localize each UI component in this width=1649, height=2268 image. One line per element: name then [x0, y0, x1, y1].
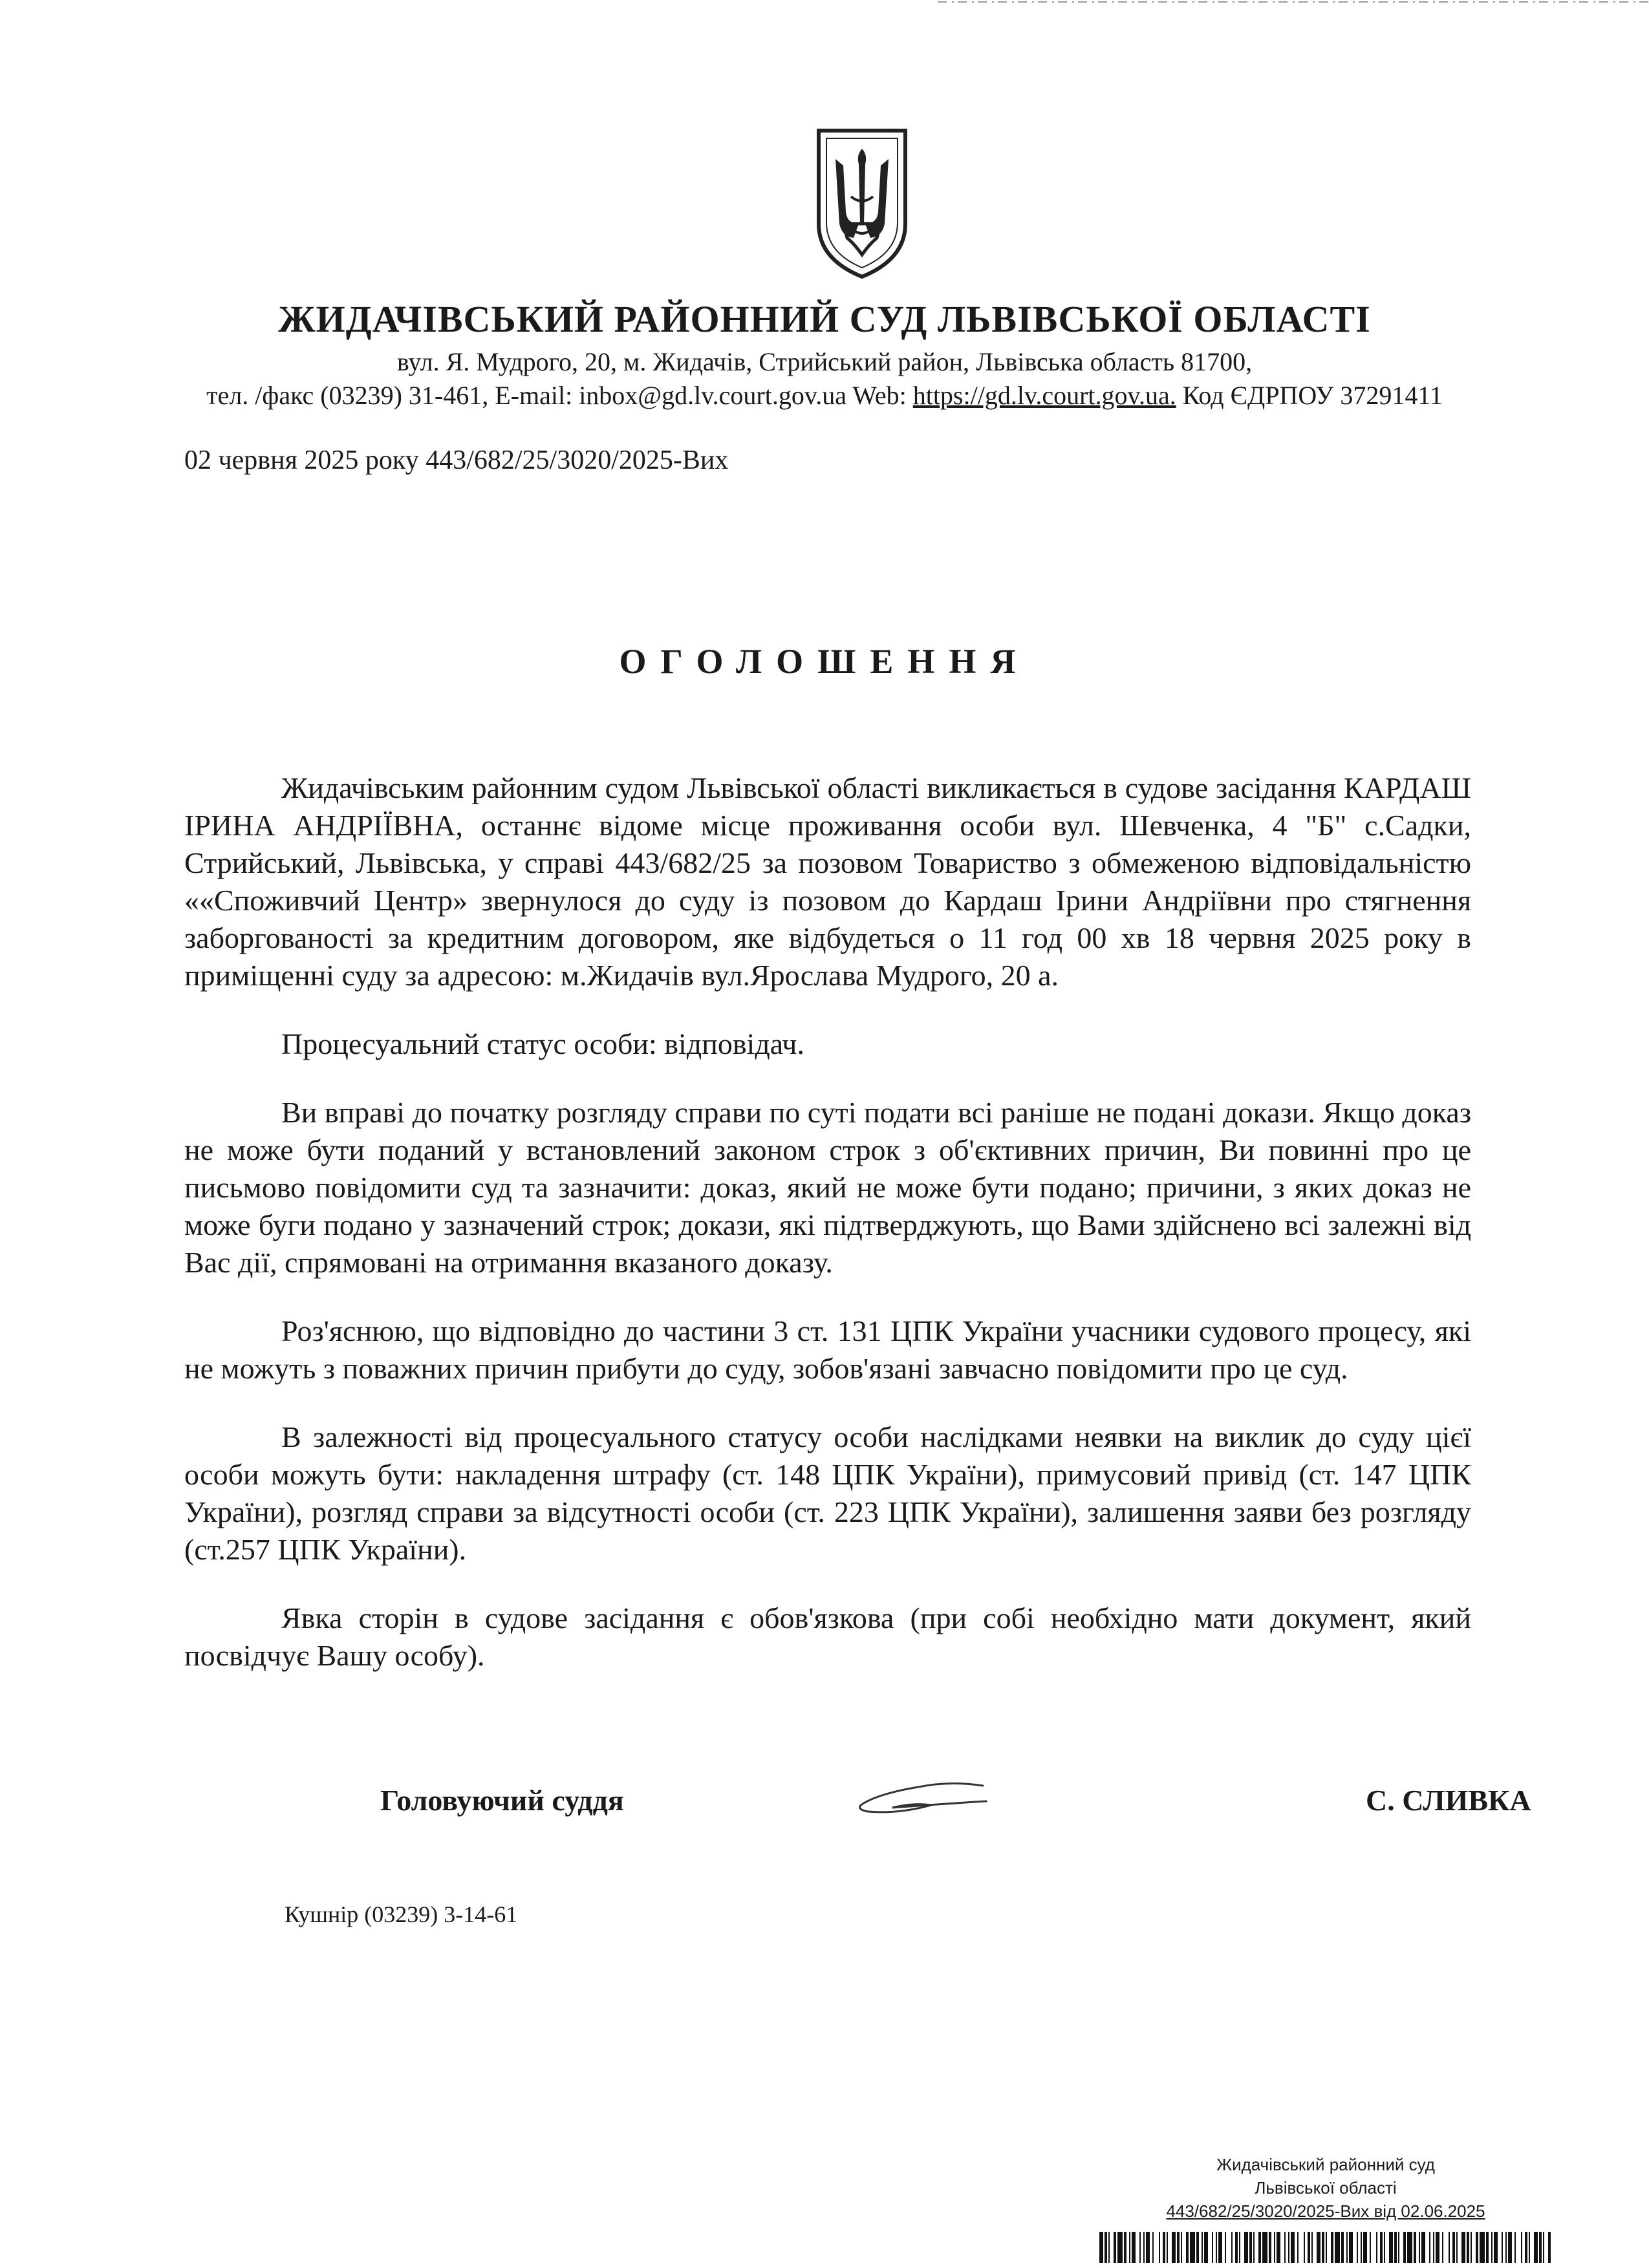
barcode-bar — [1143, 2232, 1145, 2263]
barcode-bar — [1403, 2232, 1406, 2263]
barcode-bar — [1258, 2232, 1261, 2263]
ukraine-trident-emblem-icon — [814, 127, 911, 281]
barcode-bar — [1335, 2232, 1340, 2263]
barcode-bar — [1341, 2232, 1344, 2263]
contacts-prefix: тел. /факс (03239) 31-461, E-mail: inbox@gd.lv.court.gov.ua Web: — [206, 381, 913, 410]
barcode-bar — [1244, 2232, 1248, 2263]
barcode-bar — [1471, 2232, 1472, 2263]
paragraph-summons: Жидачівським районним судом Львівської області викликається в судове засідання КАРДАШ ІРИНА АНДРІЇВНА, останнє відоме місце проживання особи вул. Шевченка, 4 "Б" с.Садки, Стрийський, Львівська, у справі 443/682/25 за позовом Товариство з обмеженою відповідальністю ««Споживчий Центр» звернулося до суду із позовом до Кардаш Ірини Андріївни про стягнення заборгованості за кредитним договором, яке відбудеться о 11 год 00 хв 18 червня 2025 року в приміщенні суду за адресою: м.Жидачів вул.Ярослава Мудрого, 20 а. — [184, 771, 1471, 992]
barcode-bar — [1357, 2232, 1358, 2263]
barcode-bar — [1525, 2232, 1527, 2263]
barcode-bar — [1529, 2232, 1530, 2263]
barcode-bar — [1502, 2232, 1503, 2263]
paragraph-explanation: Роз'яснюю, що відповідно до частини 3 ст. 131 ЦПК України учасники судового процесу, які не можуть з поважних причин прибути до суду, зобов'язані завчасно повідомити про це суд. — [184, 1314, 1471, 1385]
barcode-bar — [1269, 2232, 1271, 2263]
barcode-bar — [1442, 2232, 1443, 2263]
barcode-bar — [1370, 2232, 1371, 2263]
barcode-bar — [1505, 2232, 1507, 2263]
outgoing-reference: 02 червня 2025 року 443/682/25/3020/2025-Вих — [184, 445, 729, 475]
barcode-bar — [1394, 2232, 1397, 2263]
barcode-bar — [1407, 2232, 1412, 2263]
barcode-bar — [1291, 2232, 1295, 2263]
barcode-bar — [1108, 2232, 1110, 2263]
barcode-bar — [1449, 2232, 1450, 2263]
barcode-bar — [1421, 2232, 1425, 2263]
barcode-bar — [1262, 2232, 1267, 2263]
barcode-bar — [1181, 2232, 1182, 2263]
barcode-bar — [1159, 2232, 1160, 2263]
barcode-bar — [1317, 2232, 1320, 2263]
barcode-bar — [1124, 2232, 1126, 2263]
barcode-bar — [1146, 2232, 1150, 2263]
stamp-region: Львівської області — [1255, 2178, 1397, 2198]
barcode-bar — [1476, 2232, 1478, 2263]
barcode-bar — [1433, 2232, 1434, 2263]
barcode-bar — [1467, 2232, 1469, 2263]
barcode-bar — [1384, 2232, 1385, 2263]
contacts-suffix: Код ЄДРПОУ 37291411 — [1176, 381, 1443, 410]
barcode-bar — [1225, 2232, 1226, 2263]
barcode-bar — [1288, 2232, 1289, 2263]
barcode-bar — [1534, 2232, 1538, 2263]
barcode-bar — [1117, 2232, 1123, 2263]
barcode-bar — [1212, 2232, 1213, 2263]
barcode-bar — [1218, 2232, 1222, 2263]
barcode-bar — [1543, 2232, 1544, 2263]
barcode-bar — [1548, 2232, 1551, 2263]
barcode-bar — [1114, 2232, 1116, 2263]
barcode-bar — [1461, 2232, 1465, 2263]
barcode-bar — [1172, 2232, 1176, 2263]
barcode-bar — [1163, 2232, 1165, 2263]
barcode-icon — [1099, 2232, 1552, 2263]
barcode-bar — [1322, 2232, 1324, 2263]
barcode-bar — [1277, 2232, 1280, 2263]
barcode-bar — [1202, 2232, 1203, 2263]
barcode-bar — [1361, 2232, 1362, 2263]
scan-edge-artifact — [938, 0, 1649, 4]
paragraph-evidence: Ви вправі до початку розгляду справи по суті подати всі раніше не подані докази. Якщо доказ не може бути поданий у встановлений законом строк з об'єктивних причин, Ви повинні про це письмово повідомити суд та зазначити: доказ, який не може бути подано; причини, з яких доказ не може буги подано у зазначений строк; докази, які підтверджують, що Вами здійснено всі залежні від Вас дії, спрямовані на отримання вказаного доказу. — [184, 1096, 1471, 1279]
barcode-bar — [1419, 2232, 1420, 2263]
barcode-bar — [1521, 2232, 1522, 2263]
barcode-bar — [1167, 2232, 1168, 2263]
barcode-bar — [1376, 2232, 1377, 2263]
barcode-bar — [1190, 2232, 1195, 2263]
announcement-body — [184, 769, 1471, 1706]
executor-contact: Кушнір (03239) 3-14-61 — [285, 1901, 518, 1927]
barcode-bar — [1239, 2232, 1240, 2263]
barcode-bar — [1380, 2232, 1383, 2263]
barcode-bar — [1177, 2232, 1180, 2263]
barcode-bar — [1132, 2232, 1136, 2263]
barcode-bar — [1486, 2232, 1489, 2263]
barcode-bar — [1139, 2232, 1141, 2263]
barcode-bar — [1398, 2232, 1399, 2263]
stamp-court-name: Жидачівський районний суд — [1216, 2155, 1435, 2174]
barcode-bar — [1253, 2232, 1255, 2263]
barcode-bar — [1363, 2232, 1367, 2263]
barcode-bar — [1508, 2232, 1512, 2263]
document-title: ОГОЛОШЕННЯ — [619, 642, 1030, 681]
court-contacts — [0, 380, 1649, 411]
barcode-bar — [1284, 2232, 1286, 2263]
barcode-bar — [1480, 2232, 1485, 2263]
paragraph-attendance: Явка сторін в судове засідання є обов'язкова (при собі необхідно мати документ, який посвідчує Вашу особу). — [184, 1601, 1471, 1672]
judge-title: Головуючий суддя — [380, 1784, 624, 1817]
barcode-bar — [1216, 2232, 1217, 2263]
barcode-bar — [1436, 2232, 1439, 2263]
paragraph-consequences: В залежності від процесуального статусу особи наслідками неявки на виклик до суду цієї особи можуть бути: накладення штрафу (ст. 148 ЦПК України), примусовий привід (ст. 147 ЦПК України), розгляд справи за відсутності особи (ст. 223 ЦПК України), залишення заяви без розгляду (ст.257 ЦПК України). — [184, 1420, 1471, 1566]
signature-block — [0, 1771, 1649, 1849]
registration-stamp — [1099, 2153, 1552, 2223]
court-name: ЖИДАЧІВСЬКИЙ РАЙОННИЙ СУД ЛЬВІВСЬКОЇ ОБЛАСТІ — [278, 298, 1371, 340]
paragraph-status: Процесуальний статус особи: відповідач. — [281, 1027, 804, 1060]
barcode-bar — [1099, 2232, 1103, 2263]
barcode-bar — [1494, 2232, 1498, 2263]
barcode-bar — [1304, 2232, 1305, 2263]
court-website-link[interactable]: https://gd.lv.court.gov.ua. — [912, 381, 1176, 410]
barcode-bar — [1129, 2232, 1130, 2263]
barcode-bar — [1389, 2232, 1393, 2263]
barcode-bar — [1539, 2232, 1542, 2263]
barcode-bar — [1331, 2232, 1333, 2263]
barcode-bar — [1274, 2232, 1275, 2263]
barcode-bar — [1196, 2232, 1199, 2263]
barcode-bar — [1231, 2232, 1233, 2263]
barcode-bar — [1235, 2232, 1238, 2263]
barcode-bar — [1514, 2232, 1516, 2263]
barcode-bar — [1186, 2232, 1189, 2263]
stamp-reference: 443/682/25/3020/2025-Вих від 02.06.2025 — [1166, 2201, 1485, 2221]
court-address: вул. Я. Мудрого, 20, м. Жидачів, Стрийський район, Львівська область 81700, — [396, 347, 1253, 376]
barcode-bar — [1308, 2232, 1310, 2263]
barcode-bar — [1349, 2232, 1353, 2263]
barcode-bar — [1311, 2232, 1313, 2263]
barcode-bar — [1326, 2232, 1327, 2263]
judge-name: С. СЛИВКА — [1366, 1784, 1531, 1817]
barcode-bar — [1249, 2232, 1252, 2263]
barcode-bar — [1456, 2232, 1458, 2263]
barcode-bar — [1491, 2232, 1493, 2263]
barcode-bar — [1152, 2232, 1154, 2263]
barcode-bar — [1204, 2232, 1208, 2263]
barcode-bar — [1452, 2232, 1455, 2263]
barcode-bar — [1429, 2232, 1430, 2263]
barcode-bar — [1105, 2232, 1107, 2263]
handwritten-signature-icon — [854, 1771, 989, 1823]
barcode-bar — [1346, 2232, 1348, 2263]
barcode-bar — [1297, 2232, 1299, 2263]
barcode-bar — [1414, 2232, 1416, 2263]
